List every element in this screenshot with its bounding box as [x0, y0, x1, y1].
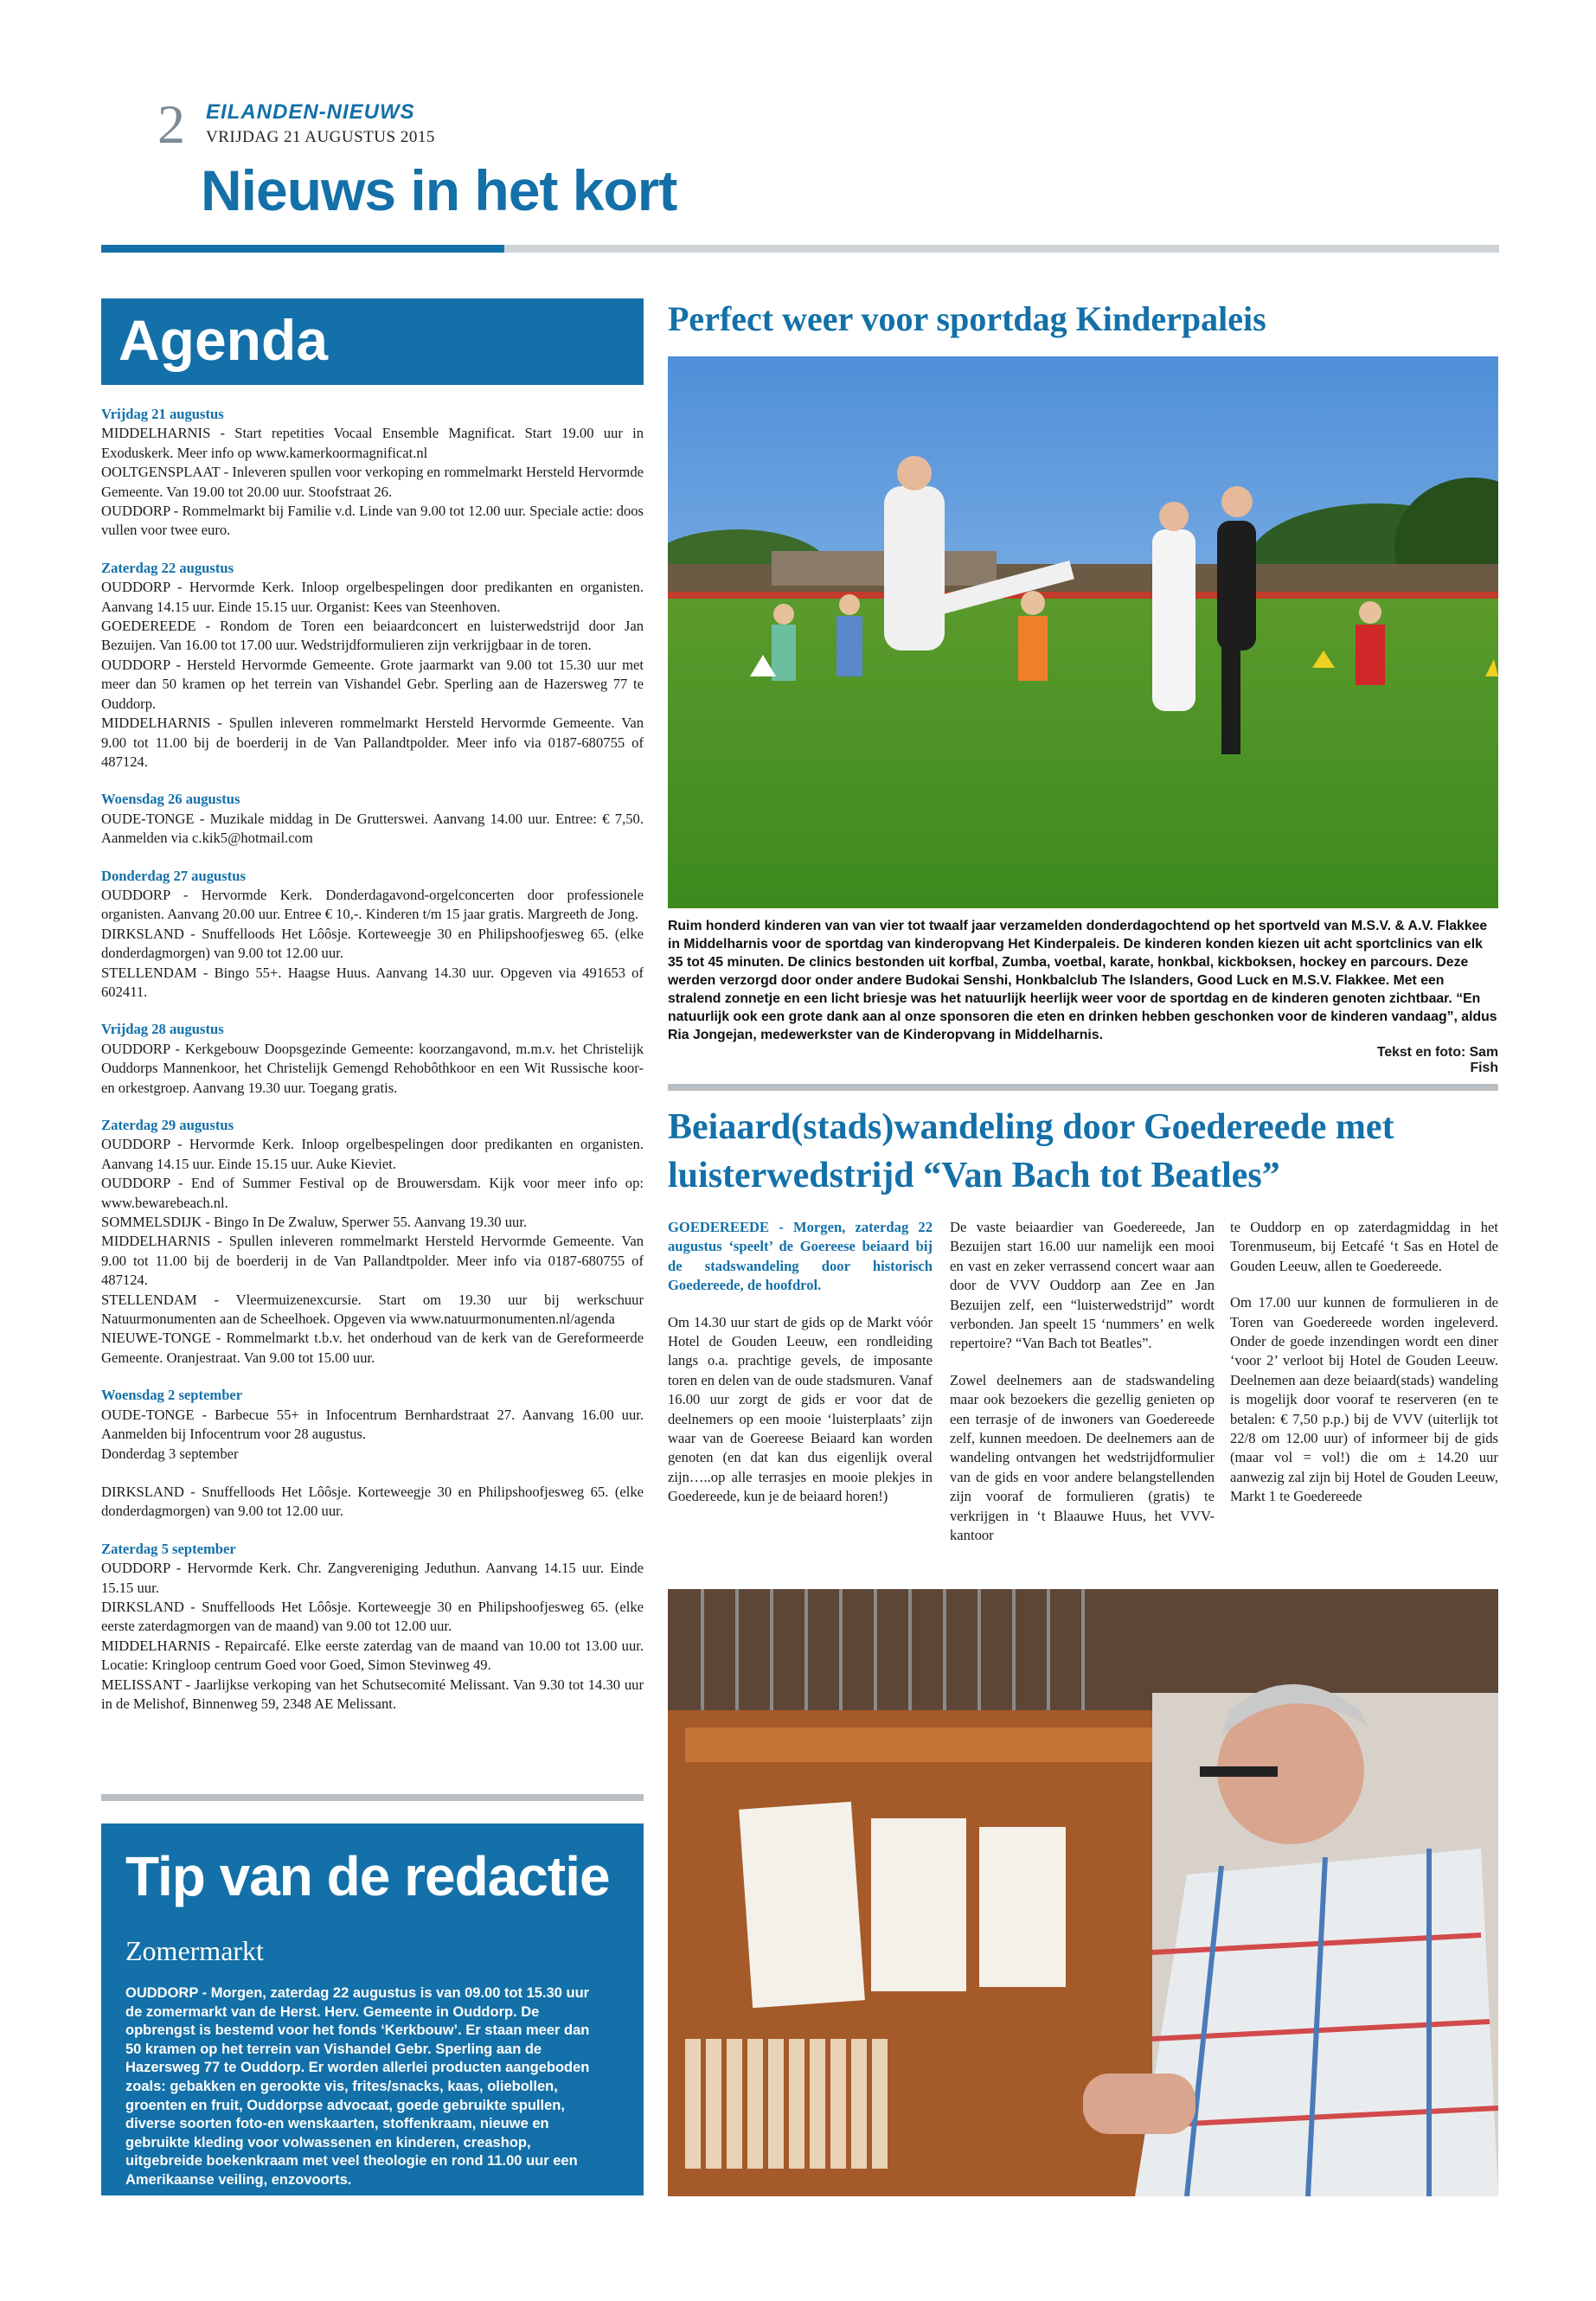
agenda-entry: OUDDORP - Hervormde Kerk. Chr. Zangvereniging Jeduthun. Aanvang 14.15 uur. Einde 15.15 uur.	[101, 1560, 644, 1596]
sportdag-photo	[668, 356, 1498, 908]
agenda-entry: OUDDORP - Kerkgebouw Doopsgezinde Gemeente: koorzangavond, m.m.v. het Christelijk Ouddorps Mannenkoor, het Christelijk Gemengd Rehobôthkoor en een Wit Russische koor- en orkestgroep. Aanvang 19.30 uur. Toegang gratis.	[101, 1040, 644, 1096]
agenda-day-group	[101, 1020, 644, 1098]
article-headline-beiaard: Beiaard(stads)wandeling door Goedereede met luisterwedstrijd “Van Bach tot Beatles”	[668, 1107, 1394, 1195]
agenda-entry: STELLENDAM - Vleermuizenexcursie. Start om 19.30 uur bij werkschuur Natuurmonumenten aan de Scheelhoek. Opgeven via www.natuurmonumenten.nl/agenda	[101, 1291, 644, 1328]
issue-date: VRIJDAG 21 AUGUSTUS 2015	[206, 128, 435, 146]
article-paragraph: De vaste beiaardier van Goedereede, Jan Bezuijen start 16.00 uur namelijk een mooi en vast en zeker verrassend concert waar aan door de VVV Ouddorp aan Zee en Jan Bezuijen zelf, een “luisterwedstrijd” wordt verbonden. Jan speelt 15 ‘nummers’ en welk repertoire? “Van Bach tot Beatles”.	[950, 1219, 1215, 1352]
agenda-day: Vrijdag 28 augustus	[101, 1021, 224, 1038]
article-divider	[668, 1084, 1498, 1091]
agenda-day-group	[101, 867, 644, 1003]
tip-subtitle: Zomermarkt	[125, 1935, 264, 1966]
agenda-day: Vrijdag 21 augustus	[101, 406, 224, 422]
agenda-entry: OUDE-TONGE - Muzikale middag in De Grutterswei. Aanvang 14.00 uur. Entree: € 7,50. Aanmelden via c.kik5@hotmail.com	[101, 810, 644, 847]
agenda-day-group	[101, 1540, 644, 1715]
agenda-entry: SOMMELSDIJK - Bingo In De Zwaluw, Sperwer 55. Aanvang 19.30 uur.	[101, 1214, 528, 1231]
agenda-day-group	[101, 790, 644, 848]
agenda-day: Woensdag 26 augustus	[101, 791, 240, 808]
article-paragraph: te Ouddorp en op zaterdagmiddag in het Torenmuseum, bij Eetcafé ‘t Sas en Hotel de Gouden Leeuw, allen te Goedereede.	[1230, 1219, 1498, 1274]
agenda-entry: MIDDELHARNIS - Repaircafé. Elke eerste zaterdag van de maand van 10.00 tot 13.00 uur. Locatie: Kringloop centrum Goed voor Goed, Simon Stevinweg 49.	[101, 1637, 644, 1674]
agenda-entry: MIDDELHARNIS - Spullen inleveren rommelmarkt Hersteld Hervormde Gemeente. Van 9.00 tot 11.00 bij de boerderij in de Van Pallandtpolder. Meer info via 0187-680755 of 487124.	[101, 715, 644, 770]
agenda-day-group	[101, 1386, 644, 1521]
agenda-list	[101, 405, 644, 1732]
article-lead: GOEDEREEDE - Morgen, zaterdag 22 augustus ‘speelt’ de Goereese beiaard bij de stadswandeling door historisch Goedereede, de hoofdrol.	[668, 1219, 933, 1294]
agenda-entry: MIDDELHARNIS - Spullen inleveren rommelmarkt Hersteld Hervormde Gemeente. Van 9.00 tot 11.00 bij de boerderij in de Van Pallandtpolder. Meer info via 0187-680755 of 487124.	[101, 1233, 644, 1289]
tip-title: Tip van de redactie	[125, 1845, 610, 1907]
agenda-title: Agenda	[119, 308, 329, 372]
newspaper-logo: EILANDEN-NIEUWS	[206, 100, 415, 124]
agenda-entry: OUDDORP - Hervormde Kerk. Inloop orgelbespelingen door predikanten en organisten. Aanvang 14.15 uur. Einde 15.15 uur. Auke Kieviet.	[101, 1136, 644, 1172]
article-headline-sportdag: Perfect weer voor sportdag Kinderpaleis	[668, 299, 1266, 338]
article-column-2	[950, 1218, 1215, 1563]
agenda-entry: OUDDORP - End of Summer Festival op de Brouwersdam. Kijk voor meer info op: www.bewarebeach.nl.	[101, 1175, 644, 1211]
article-column-1	[668, 1218, 933, 1524]
agenda-entry: STELLENDAM - Bingo 55+. Haagse Huus. Aanvang 14.30 uur. Opgeven via 491653 of 602411.	[101, 964, 644, 1000]
carillon-player-photo	[668, 1589, 1498, 2196]
agenda-day-group	[101, 559, 644, 772]
photo-credit: Tekst en foto: Sam Fish	[1376, 1045, 1498, 1075]
agenda-entry: OOLTGENSPLAAT - Inleveren spullen voor verkoping en rommelmarkt Hersteld Hervormde Gemeente. Van 19.00 tot 20.00 uur. Stoofstraat 26.	[101, 464, 644, 500]
agenda-entry: OUDE-TONGE - Barbecue 55+ in Infocentrum Bernhardstraat 27. Aanvang 16.00 uur. Aanmelden bij Infocentrum voor 28 augustus.	[101, 1406, 644, 1443]
section-title: Nieuws in het kort	[201, 158, 677, 222]
agenda-entry: MELISSANT - Jaarlijkse verkoping van het Schutsecomité Melissant. Van 9.30 tot 14.30 uur in de Melishof, Binnenweg 59, 2348 AE Melissant.	[101, 1676, 644, 1712]
agenda-divider	[101, 1794, 644, 1801]
agenda-entry: Donderdag 3 september	[101, 1445, 239, 1462]
agenda-entry: OUDDORP - Hersteld Hervormde Gemeente. Grote jaarmarkt van 9.00 tot 15.30 uur met meer dan 50 kramen op het terrein van Vishandel Gebr. Sperling aan de Hazersweg 77 te Ouddorp.	[101, 656, 644, 712]
agenda-entry: NIEUWE-TONGE - Rommelmarkt t.b.v. het onderhoud van de kerk van de Gereformeerde Gemeente. Oranjestraat. Van 9.00 tot 15.00 uur.	[101, 1330, 644, 1366]
agenda-day-group	[101, 1116, 644, 1368]
agenda-entry: OUDDORP - Hervormde Kerk. Donderdagavond-orgelconcerten door professionele organisten. Aanvang 20.00 uur. Entree € 10,-. Kinderen t/m 15 jaar gratis. Margreeth de Jong.	[101, 886, 644, 923]
photo-caption: Ruim honderd kinderen van van vier tot twaalf jaar verzamelden donderdagochtend op het sportveld van M.S.V. & A.V. Flakkee in Middelharnis voor de sportdag van kinderopvang Het Kinderpaleis. De kinderen konden kiezen uit acht sportclinics van elk 35 tot 45 minuten. De clinics bestonden uit korfbal, Zumba, voetbal, karate, honkbal, kickboksen, hockey en parcours. Deze werden verzorgd door onder andere Budokai Senshi, Honkbalclub The Islanders, Good Luck en M.S.V. Flakkee. Met een stralend zonnetje en een licht briesje was het natuurlijk heerlijk weer voor de sportdag en de kinderen genoten zichtbaar. “En natuurlijk ook een grote dank aan al onze sponsoren die eten en drinken hebben geschonken voor de kinderen vandaag”, aldus Ria Jongejan, medewerkster van de Kinderopvang in Middelharnis.	[668, 919, 1497, 1042]
agenda-entry: DIRKSLAND - Snuffelloods Het Lôôsje. Korteweegje 30 en Philipshoofjesweg 65. (elke donderdagmorgen) van 9.00 tot 12.00 uur.	[101, 1483, 644, 1520]
agenda-day: Woensdag 2 september	[101, 1387, 243, 1404]
header-rule	[504, 245, 1499, 253]
agenda-entry: OUDDORP - Rommelmarkt bij Familie v.d. Linde van 9.00 tot 12.00 uur. Speciale actie: doos vullen voor twee euro.	[101, 503, 644, 539]
header-rule-accent	[101, 245, 504, 253]
agenda-entry: DIRKSLAND - Snuffelloods Het Lôôsje. Korteweegje 30 en Philipshoofjesweg 65. (elke donderdagmorgen) van 9.00 tot 12.00 uur.	[101, 925, 644, 962]
article-paragraph: Om 17.00 uur kunnen de formulieren in de Toren van Goedereede worden ingeleverd. Onder de goede inzendingen wordt een diner ‘voor 2’ verloot bij Hotel de Gouden Leeuw. Deelnemen aan deze beiaard(stads) wandeling is mogelijk door vooraf te reserveren (en te betalen: € 7,50 p.p.) bij de VVV (uiterlijk tot 22/8 om 12.00 uur) of informeer bij de gids (maar vol = vol!) die om ± 14.20 uur aanwezig zal zijn bij Hotel de Gouden Leeuw, Markt 1 te Goedereede	[1230, 1294, 1498, 1505]
agenda-entry: MIDDELHARNIS - Start repetities Vocaal Ensemble Magnificat. Start 19.00 uur in Exoduskerk. Meer info op www.kamerkoormagnificat.nl	[101, 425, 644, 461]
agenda-entry: OUDDORP - Hervormde Kerk. Inloop orgelbespelingen door predikanten en organisten. Aanvang 14.15 uur. Einde 15.15 uur. Organist: Kees van Steenhoven.	[101, 579, 644, 615]
agenda-day-group	[101, 405, 644, 541]
agenda-day: Zaterdag 5 september	[101, 1540, 236, 1557]
agenda-day: Zaterdag 22 augustus	[101, 559, 234, 576]
page-number: 2	[157, 93, 185, 155]
article-paragraph: Om 14.30 uur start de gids op de Markt vóór Hotel de Gouden Leeuw, een rondleiding langs o.a. prachtige gevels, de imposante toren en delen van de oude stadsmuren. Vanaf 16.00 uur zorgt de gids er voor dat de deelnemers op een mooie ‘luisterplaats’ zijn waar van de Goereese Beiaard kan worden genoten (en dat kan dus eigenlijk overal zijn…..op alle terrasjes en mooie plekjes in Goedereede, kun je de beiaard horen!)	[668, 1313, 933, 1505]
agenda-entry: GOEDEREEDE - Rondom de Toren een beiaardconcert en luisterwedstrijd door Jan Bezuijen. Van 16.00 tot 17.00 uur. Wedstrijdformulieren zijn verkrijgbaar in de toren.	[101, 618, 644, 654]
agenda-day: Zaterdag 29 augustus	[101, 1117, 234, 1133]
agenda-entry	[101, 1464, 644, 1483]
tip-text: OUDDORP - Morgen, zaterdag 22 augustus is van 09.00 tot 15.30 uur de zomermarkt van de Herst. Herv. Gemeente in Ouddorp. De opbrengst is bestemd voor het fonds ‘Kerkbouw’. Er staan meer dan 50 kramen op het terrein van Vishandel Gebr. Sperling aan de Hazersweg 77 te Ouddorp. Er worden allerlei producten aangeboden zoals: gebakken en gerookte vis, frites/snacks, kaas, oliebollen, groenten en fruit, Ouddorpse advocaat, goede gebruikte spullen, diverse soorten foto-en wenskaarten, stoffenkraam, nieuwe en gebruikte kleding voor volwassenen en kinderen, creashop, uitgebreide boekenkraam met veel theologie en rond 11.00 uur een Amerikaanse veiling, enzovoorts.	[125, 1985, 590, 2188]
article-paragraph: Zowel deelnemers aan de stadswandeling maar ook bezoekers die gezellig genieten op een terrasje of de inwoners van Goedereede zelf, kunnen meedoen. De deelnemers aan de wandeling ontvangen het wedstrijdformulier van de gids en voor andere belangstellenden zijn vooraf de formulieren (gratis) te verkrijgen in ‘t Blaauwe Huus, het VVV-kantoor	[950, 1371, 1215, 1544]
agenda-day: Donderdag 27 augustus	[101, 867, 246, 884]
article-column-3	[1230, 1218, 1498, 1524]
agenda-entry: DIRKSLAND - Snuffelloods Het Lôôsje. Korteweegje 30 en Philipshoofjesweg 65. (elke eerste zaterdagmorgen van de maand) van 9.00 tot 12.00 uur.	[101, 1598, 644, 1635]
